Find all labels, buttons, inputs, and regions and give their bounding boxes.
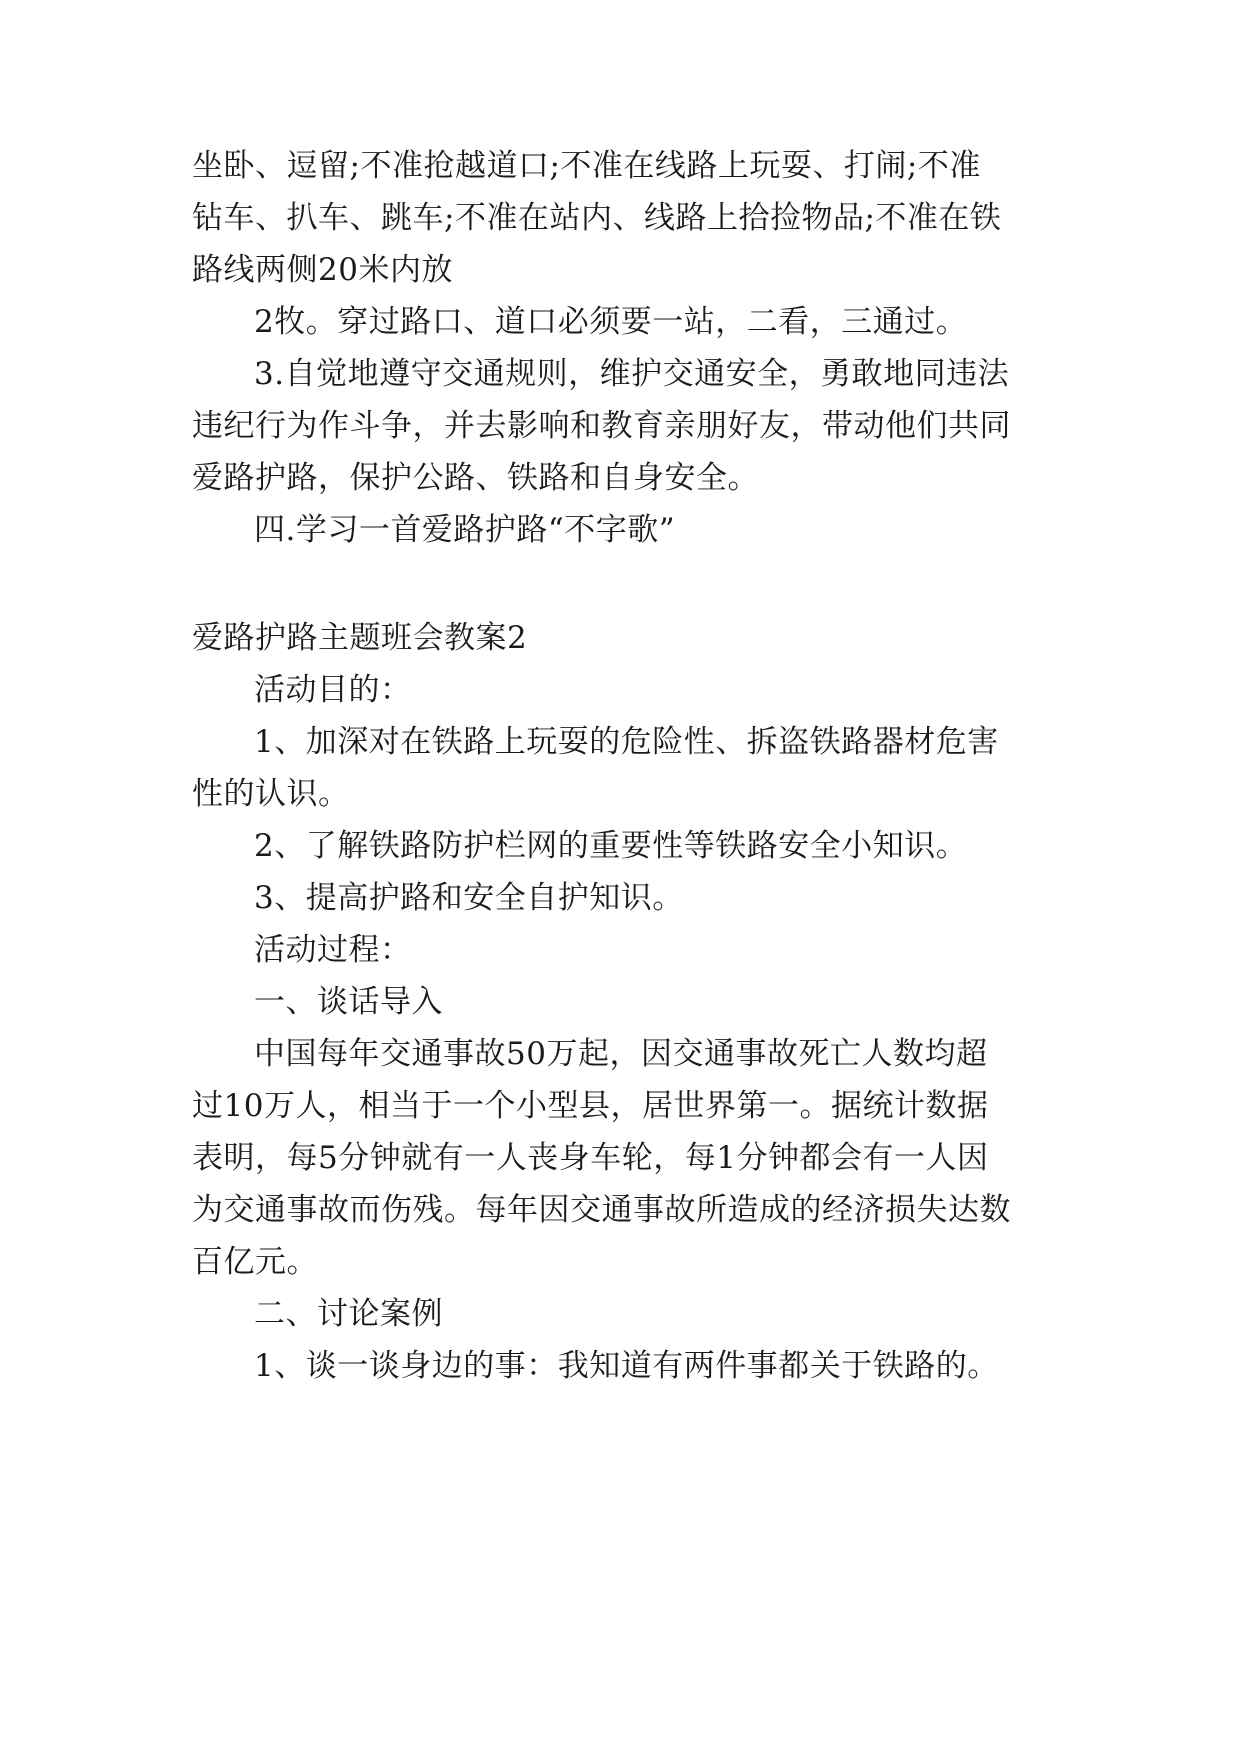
paragraph-line: 百亿元。 <box>192 1244 318 1280</box>
paragraph-line: 表明，每5分钟就有一人丧身车轮，每1分钟都会有一人因 <box>192 1140 989 1176</box>
section-heading: 一、谈话导入 <box>254 984 443 1020</box>
paragraph-line: 性的认识。 <box>192 776 350 812</box>
paragraph-line: 钻车、扒车、跳车;不准在站内、线路上拾捡物品;不准在铁 <box>192 200 1002 236</box>
section-heading: 四.学习一首爱路护路“不字歌” <box>254 512 676 548</box>
paragraph-line: 坐卧、逗留;不准抢越道口;不准在线路上玩耍、打闹;不准 <box>192 148 981 184</box>
paragraph-line: 路线两侧20米内放 <box>192 252 453 288</box>
paragraph-line: 3.自觉地遵守交通规则，维护交通安全，勇敢地同违法 <box>254 356 1010 392</box>
paragraph-line: 中国每年交通事故50万起，因交通事故死亡人数均超 <box>254 1036 988 1072</box>
paragraph-line: 违纪行为作斗争，并去影响和教育亲朋好友，带动他们共同 <box>192 408 1011 444</box>
paragraph-line: 为交通事故而伤残。每年因交通事故所造成的经济损失达数 <box>192 1192 1011 1228</box>
section-heading: 活动过程： <box>254 932 412 968</box>
document-title: 爱路护路主题班会教案2 <box>192 620 528 656</box>
section-heading: 二、讨论案例 <box>254 1296 443 1332</box>
paragraph-line: 2、了解铁路防护栏网的重要性等铁路安全小知识。 <box>254 828 968 864</box>
paragraph-line: 2牧。穿过路口、道口必须要一站，二看，三通过。 <box>254 304 968 340</box>
paragraph-line: 爱路护路，保护公路、铁路和自身安全。 <box>192 460 759 496</box>
section-heading: 活动目的： <box>254 672 412 708</box>
paragraph-line: 1、谈一谈身边的事：我知道有两件事都关于铁路的。 <box>254 1348 999 1384</box>
paragraph-line: 1、加深对在铁路上玩耍的危险性、拆盗铁路器材危害 <box>254 724 999 760</box>
paragraph-line: 过10万人，相当于一个小型县，居世界第一。据统计数据 <box>192 1088 989 1124</box>
paragraph-line: 3、提高护路和安全自护知识。 <box>254 880 684 916</box>
